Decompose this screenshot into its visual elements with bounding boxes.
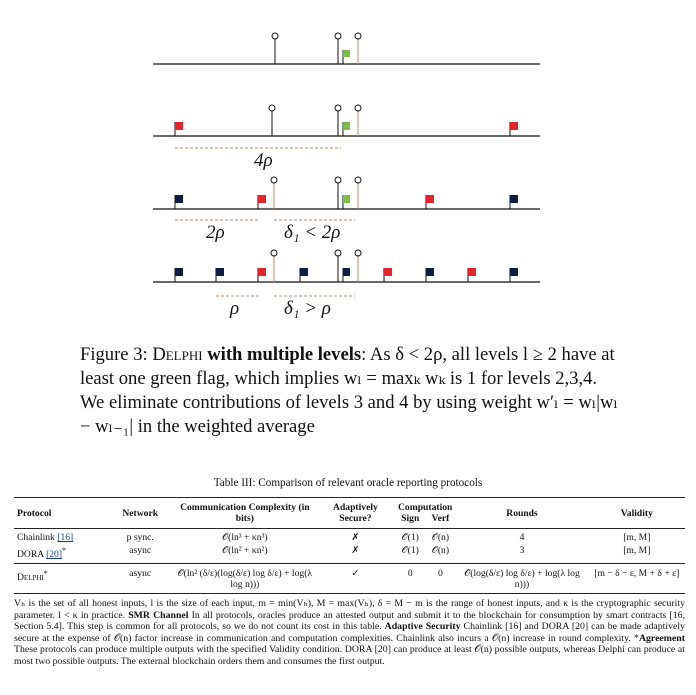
level-3-pins bbox=[271, 177, 361, 209]
level-diagram bbox=[0, 0, 696, 335]
th-validity: Validity bbox=[589, 498, 685, 529]
note-text: These protocols can produce multiple outputs with the specified Validity condition. DORA [20] can produce at least 𝒪(n) possible outputs, whereas Delphi can produce at most two possible outputs. The external blockchain orders them and consumes the first output. bbox=[14, 644, 685, 667]
level-1-pins bbox=[272, 33, 361, 64]
row-comm: 𝒪(ln³ + κn³) bbox=[174, 529, 316, 545]
level-2-pins bbox=[269, 105, 361, 136]
row-validity: [m − δ − ε, M + δ + ε] bbox=[589, 564, 685, 594]
row-verf: 𝒪(n) bbox=[425, 544, 455, 564]
row-adaptive: ✗ bbox=[316, 544, 395, 564]
table-title: Table III: Comparison of relevant oracle reporting protocols bbox=[213, 477, 483, 489]
row-protocol: DORA bbox=[17, 549, 44, 561]
row-rounds: 𝒪(log(δ/ε) log δ/ε) + log(λ log n))) bbox=[455, 564, 588, 594]
figure-3-image bbox=[0, 0, 696, 335]
table-row bbox=[14, 564, 685, 594]
note-text: Chainlink [16] and DORA [20] can be made adaptively secure at the expense of 𝒪(n) factor increase in communication and computation complexities. Chainlink also incurs a 𝒪(n) increase in round complexity. * bbox=[14, 621, 685, 644]
label-rho: ρ bbox=[230, 298, 240, 319]
level-2-flags bbox=[175, 122, 518, 136]
citation-link[interactable]: [16] bbox=[57, 532, 74, 543]
label-delta-lt-2rho: δ₁ < 2ρ bbox=[284, 222, 341, 243]
table-row bbox=[14, 529, 685, 545]
level-1-flags bbox=[343, 50, 350, 64]
citation-link[interactable]: [20] bbox=[46, 549, 63, 561]
row-sign: 0 bbox=[395, 564, 425, 594]
comparison-table-wrap bbox=[14, 497, 685, 594]
diagram-lines bbox=[153, 33, 540, 296]
th-protocol: Protocol bbox=[14, 498, 107, 529]
row-validity: [m, M] bbox=[589, 544, 685, 564]
row-sup: * bbox=[62, 546, 67, 555]
figure-caption bbox=[80, 343, 620, 439]
row-protocol: Delphi bbox=[17, 572, 44, 584]
row-network: async bbox=[107, 564, 174, 594]
row-sign: 𝒪(1) bbox=[395, 529, 425, 545]
note-heading: SMR Channel bbox=[128, 609, 189, 621]
th-rounds: Rounds bbox=[455, 498, 588, 529]
row-comm: 𝒪(ln² (δ/ε)(log(δ/ε) log δ/ε) + log(λ log n))) bbox=[174, 564, 316, 594]
caption-name: Delphi bbox=[152, 344, 203, 365]
row-rounds: 3 bbox=[455, 544, 588, 564]
note-heading: Agreement bbox=[638, 632, 685, 644]
caption-prefix: Figure 3: bbox=[80, 344, 153, 365]
row-protocol: Chainlink bbox=[17, 532, 55, 543]
label-2rho: 2ρ bbox=[206, 222, 225, 243]
note-text: Vₕ is the set of all honest inputs, l is the size of each input, m = min(Vₕ), M = max(Vₕ), δ = M − m is the range of honest inputs, and κ is the cryptographic security parameter. l < κ in practice. bbox=[14, 598, 685, 621]
comparison-table bbox=[14, 497, 685, 594]
label-delta-gt-rho: δ₁ > ρ bbox=[284, 298, 331, 319]
row-comm: 𝒪(ln² + κn²) bbox=[174, 544, 316, 564]
th-computation: Computation bbox=[395, 498, 455, 514]
row-network: p sync. bbox=[107, 529, 174, 545]
row-verf: 0 bbox=[425, 564, 455, 594]
row-adaptive: ✗ bbox=[316, 529, 395, 545]
level-4-pins bbox=[271, 250, 361, 282]
table-row bbox=[14, 544, 685, 564]
th-comm: Communication Complexity (in bits) bbox=[174, 498, 316, 529]
level-4-flags bbox=[175, 268, 518, 282]
row-sign: 𝒪(1) bbox=[395, 544, 425, 564]
label-4rho: 4ρ bbox=[254, 150, 273, 171]
row-sup: * bbox=[43, 569, 48, 579]
caption-body: : As δ < 2ρ, all levels l ≥ 2 have at least one green flag, which implies wₗ = maxₖ wₖ is 1 for levels 2,3,4. We eliminate contributions of levels 3 and 4 by using weight w′ₗ = wₗ|wₗ − wₗ₋₁| in the weighted average bbox=[80, 344, 618, 437]
table-notes bbox=[14, 598, 685, 668]
row-verf: 𝒪(n) bbox=[425, 529, 455, 545]
row-rounds: 4 bbox=[455, 529, 588, 545]
th-adaptive: Adaptively Secure? bbox=[316, 498, 395, 529]
row-adaptive: ✓ bbox=[316, 564, 395, 594]
level-3-flags bbox=[175, 195, 518, 209]
th-sign: Sign bbox=[395, 513, 425, 529]
caption-title: with multiple levels bbox=[202, 344, 362, 365]
th-verf: Verf bbox=[425, 513, 455, 529]
row-validity: [m, M] bbox=[589, 529, 685, 545]
note-text: In all protocols, oracles produce an attested output and submit it to the blockchain for consumption by smart contracts [16, Section 5.4]. This step is common for all protocols, so we do not count its cost in this table. bbox=[14, 609, 686, 633]
row-network: async bbox=[107, 544, 174, 564]
th-network: Network bbox=[107, 498, 174, 529]
note-heading: Adaptive Security bbox=[384, 621, 461, 633]
